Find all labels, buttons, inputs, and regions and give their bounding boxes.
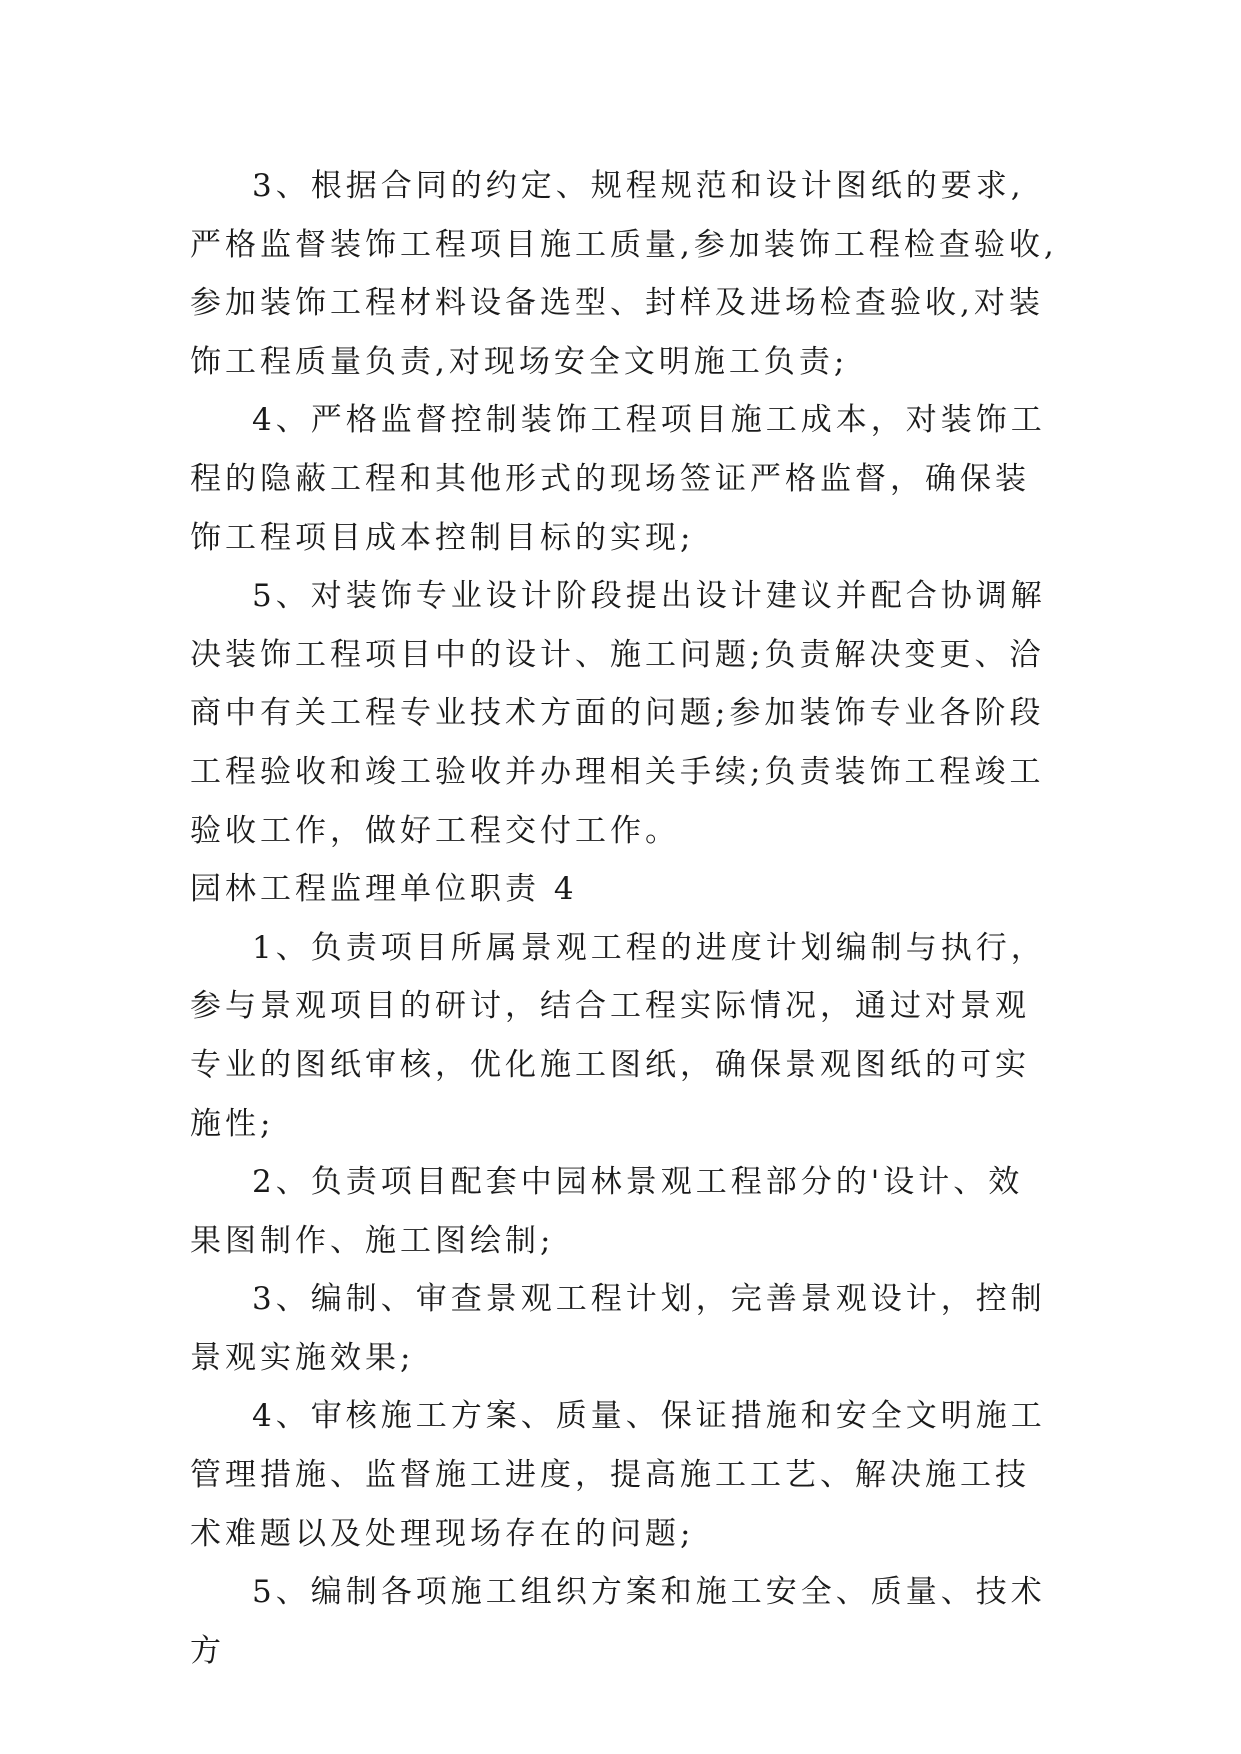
paragraph: 3、根据合同的约定、规程规范和设计图纸的要求,严格监督装饰工程项目施工质量,参加装饰工程检查验收,参加装饰工程材料设备选型、封样及进场检查验收,对装饰工程质量负责,对现场安全文明施工负责; [190, 168, 1058, 380]
section-heading: 园林工程监理单位职责 4 [190, 871, 578, 908]
paragraph: 3、编制、审查景观工程计划，完善景观设计，控制景观实施效果; [190, 1281, 1046, 1376]
document-body [190, 157, 1058, 1680]
paragraph: 1、负责项目所属景观工程的进度计划编制与执行，参与景观项目的研讨，结合工程实际情况，通过对景观专业的图纸审核，优化施工图纸，确保景观图纸的可实施性; [190, 929, 1046, 1142]
paragraph: 5、对装饰专业设计阶段提出设计建议并配合协调解决装饰工程项目中的设计、施工问题;负责解决变更、洽商中有关工程专业技术方面的问题;参加装饰专业各阶段工程验收和竣工验收并办理相关手续;负责装饰工程竣工验收工作，做好工程交付工作。 [190, 578, 1046, 849]
paragraph: 2、负责项目配套中园林景观工程部分的'设计、效果图制作、施工图绘制; [190, 1164, 1024, 1259]
paragraph: 4、审核施工方案、质量、保证措施和安全文明施工管理措施、监督施工进度，提高施工工艺、解决施工技术难题以及处理现场存在的问题; [190, 1398, 1046, 1552]
paragraph: 4、严格监督控制装饰工程项目施工成本，对装饰工程的隐蔽工程和其他形式的现场签证严格监督，确保装饰工程项目成本控制目标的实现; [190, 402, 1046, 556]
paragraph: 5、编制各项施工组织方案和施工安全、质量、技术方 [190, 1574, 1046, 1669]
